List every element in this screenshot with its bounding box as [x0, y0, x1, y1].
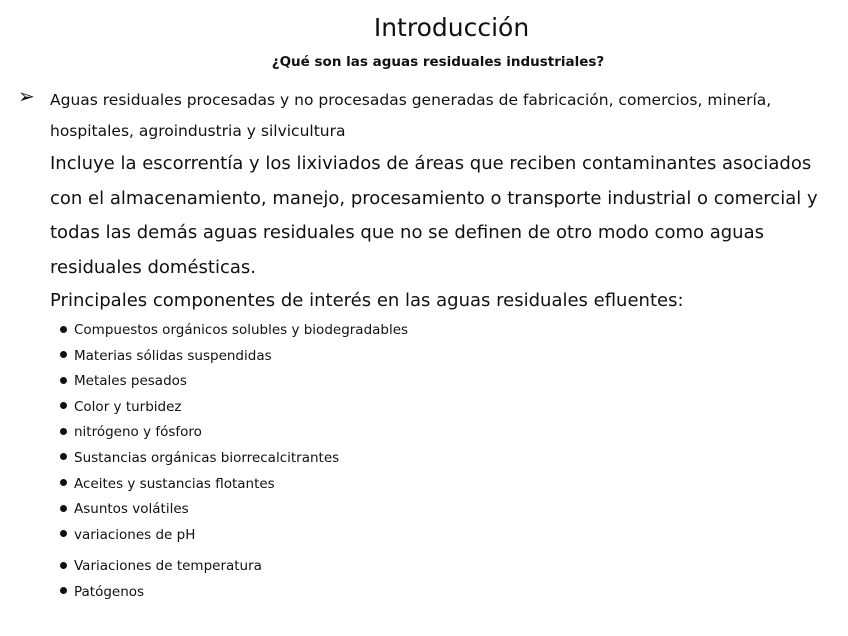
list-item-text: Materias sólidas suspendidas: [74, 347, 272, 364]
list-item-text: Asuntos volátiles: [74, 501, 189, 518]
components-heading: Principales componentes de interés en las aguas residuales efluentes:: [50, 290, 684, 311]
page-title: Introducción: [373, 13, 530, 42]
list-item: [60, 369, 408, 395]
list-item: [60, 497, 408, 523]
page-subtitle: ¿Qué son las aguas residuales industriales?: [271, 54, 605, 70]
list-item: [60, 344, 408, 370]
list-item-text: Aceites y sustancias flotantes: [74, 475, 275, 492]
list-item: [60, 395, 408, 421]
bullet-dot-icon: [60, 402, 67, 409]
arrow-bullet-icon: ➢: [18, 84, 35, 108]
components-list: [60, 318, 408, 606]
bullet-dot-icon: [60, 562, 67, 569]
list-item-text: Sustancias orgánicas biorrecalcitrantes: [74, 449, 340, 466]
list-item: [60, 523, 408, 549]
list-item-text: Compuestos orgánicos solubles y biodegradables: [74, 322, 409, 338]
list-item: [60, 318, 408, 344]
list-item: [60, 472, 408, 498]
bullet-dot-icon: [60, 479, 67, 486]
list-item: [60, 446, 408, 472]
list-item-text: Metales pesados: [74, 373, 187, 390]
list-item: [60, 554, 408, 580]
bullet-dot-icon: [60, 377, 67, 384]
bullet-dot-icon: [60, 505, 67, 512]
list-item-text: variaciones de pH: [74, 526, 196, 543]
bullet-dot-icon: [60, 453, 67, 460]
bullet-dot-icon: [60, 326, 67, 333]
definition-paragraph: Incluye la escorrentía y los lixiviados de áreas que reciben contaminantes asociados con el almacenamiento, manejo, procesamiento o transporte industrial o comercial y todas las demás aguas residuales que no se definen de otro modo como aguas residuales domésticas.: [50, 153, 818, 278]
bullet-dot-icon: [60, 351, 67, 358]
list-item-text: Variaciones de temperatura: [74, 558, 262, 575]
list-item: [60, 420, 408, 446]
list-item-text: Color y turbidez: [74, 398, 182, 415]
arrow-bullet-text: Aguas residuales procesadas y no procesadas generadas de fabricación, comercios, minería, hospitales, agroindustria y silvicultura: [50, 91, 772, 140]
bullet-dot-icon: [60, 587, 67, 594]
list-item: [60, 580, 408, 606]
list-item-text: nitrógeno y fósforo: [74, 424, 202, 441]
bullet-dot-icon: [60, 530, 67, 537]
bullet-dot-icon: [60, 428, 67, 435]
list-item-text: Patógenos: [74, 583, 145, 600]
